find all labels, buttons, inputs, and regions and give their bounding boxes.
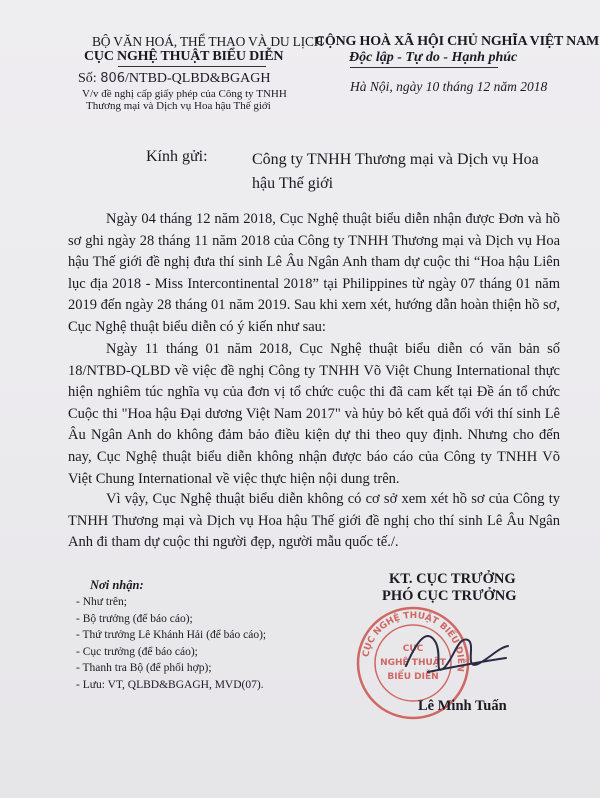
signature-title-line2: PHÓ CỤC TRƯỞNG <box>382 588 517 604</box>
ministry-name: BỘ VĂN HOÁ, THỂ THAO VÀ DU LỊCH <box>92 34 324 49</box>
recipient-label: Kính gửi: <box>146 148 208 165</box>
document-number <box>78 71 270 87</box>
header-underline-right <box>350 67 498 68</box>
body-paragraph-3: Vì vậy, Cục Nghệ thuật biểu diễn không có cơ sở xem xét hồ sơ của Công ty TNHH Thương mại và Dịch vụ Hoa hậu Thế giới đề nghị cho thí sinh Lê Âu Ngân Anh đi tham dự cuộc thi người đẹp, người mẫu quốc tế./. <box>68 491 560 551</box>
receiver-item: - Bộ trưởng (để báo cáo); <box>76 612 193 625</box>
nation-title: CỘNG HOÀ XÃ HỘI CHỦ NGHĨA VIỆT NAM <box>315 34 599 49</box>
receiver-item: - Thanh tra Bộ (để phối hợp); <box>76 662 212 675</box>
receivers-title: Nơi nhận: <box>90 578 144 592</box>
receiver-item: - Cục trưởng (để báo cáo); <box>76 645 198 658</box>
receivers-list <box>76 594 266 694</box>
subject-line-2: Thương mại và Dịch vụ Hoa hậu Thế giới <box>86 100 271 112</box>
recipient-name: Công ty TNHH Thương mại và Dịch vụ Hoa hậu Thế giới <box>252 151 539 192</box>
seal-center-text-2: NGHỆ THUẬT <box>380 658 446 668</box>
national-motto: Độc lập - Tự do - Hạnh phúc <box>349 50 518 65</box>
subject-line-1: V/v đề nghị cấp giấy phép của Công ty TNHH <box>82 88 287 100</box>
seal-center-text-1: CỤC <box>402 644 424 654</box>
department-name: CỤC NGHỆ THUẬT BIỂU DIỄN <box>84 49 284 64</box>
receiver-item: - Thứ trưởng Lê Khánh Hải (để báo cáo); <box>76 629 267 642</box>
handwritten-signature <box>398 618 513 688</box>
doc-number-suffix: /NTBD-QLBD&BGAGH <box>125 71 271 86</box>
body-paragraph-1: Ngày 04 tháng 12 năm 2018, Cục Nghệ thuật biểu diễn nhận được Đơn và hồ sơ ghi ngày 28 tháng 11 năm 2018 của Công ty TNHH Thương mại và Dịch vụ Hoa hậu Thế giới đề nghị đưa thí sinh Lê Âu Ngân Anh tham dự cuộc thi “Hoa hậu Liên lục địa 2018 - Miss Intercontinental 2018” tại Philippines từ ngày 07 tháng 01 năm 2019 đến ngày 28 tháng 01 năm 2019. Sau khi xem xét, hướng dẫn hoàn thiện hồ sơ, Cục Nghệ thuật biểu diễn có ý kiến như sau: <box>68 211 560 335</box>
receiver-item: - Lưu: VT, QLBD&BGAGH, MVD(07). <box>76 678 264 691</box>
issue-date: Hà Nội, ngày 10 tháng 12 năm 2018 <box>350 79 548 94</box>
doc-number-handwritten: 806 <box>100 71 126 86</box>
doc-number-prefix: Số: <box>78 71 97 86</box>
signature-title-line1: KT. CỤC TRƯỞNG <box>389 571 516 587</box>
subject-line <box>82 88 287 112</box>
signer-name: Lê Minh Tuấn <box>418 698 507 714</box>
receiver-item: - Như trên; <box>76 596 127 608</box>
seal-center-text-3: BIỂU DIỄN <box>387 672 439 682</box>
seal-ring-text: CỤC NGHỆ THUẬT BIỂU DIỄN <box>361 610 466 673</box>
body-paragraph-2: Ngày 11 tháng 01 năm 2018, Cục Nghệ thuật biểu diễn có văn bản số 18/NTBD-QLBD về việc đề nghị Công ty TNHH Võ Việt Chung International thực hiện nghiêm túc nghĩa vụ của đơn vị tổ chức cuộc thi đã cam kết tại Đề án tổ chức Cuộc thi "Hoa hậu Đại dương Việt Nam 2017" và hủy bỏ kết quả đối với thí sinh Lê Âu Ngân Anh do không đảm bảo điều kiện dự thi theo quy định. Nhưng cho đến nay, Cục Nghệ thuật biểu diễn không nhận được báo cáo của Công ty TNHH Võ Việt Chung International về việc thực hiện nội dung trên. <box>68 341 560 487</box>
header-underline-left <box>118 66 266 67</box>
